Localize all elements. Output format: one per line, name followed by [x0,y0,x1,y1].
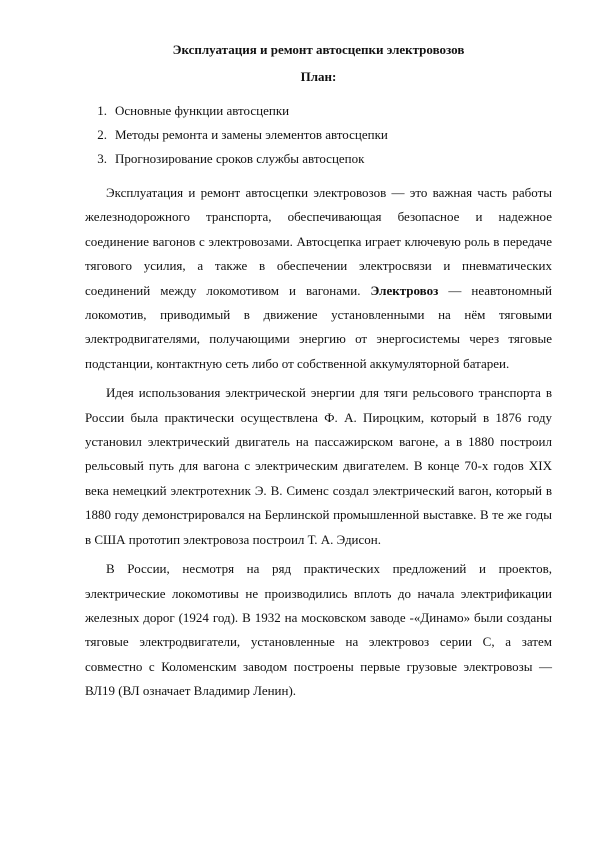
plan-item-text: Прогнозирование сроков службы автосцепок [115,151,365,166]
plan-item-number: 3. [97,151,107,166]
paragraph-history: Идея использования электрической энергии для тяги рельсового транспорта в России была практически осуществлена Ф. А. Пироцким, который в 1876 году установил электрический двигатель на пассажирском вагоне, а в 1880 построил рельсовый путь для вагона с электрическим двигателем. В конце 70-х годов XIX века немецкий электротехник Э. В. Сименс создал электрический вагон, который в 1880 году демонстрировался на Берлинской промышленной выставке. В те же годы в США прототип электровоза построил Т. А. Эдисон. [85,385,552,547]
paragraph-intro-definition: — неавтономный локомотив, приводимый в движение установленными на нём тяговыми электродвигателями, получающими энергию от энергосистемы через тяговые подстанции, контактную сеть либо от собственной аккумуляторной батареи. [85,282,552,371]
document-title: Эксплуатация и ремонт автосцепки электровозов [172,42,465,57]
plan-heading: План: [300,69,337,84]
term-electrovoz: Электровоз [370,282,439,298]
paragraph-intro-text: Эксплуатация и ремонт автосцепки электровозов — это важная часть работы железнодорожного транспорта, обеспечивающая безопасное и надежное соединение вагонов с электровозами. Автосцепка играет ключевую роль в передаче тягового усилия, а также в обеспечении электросвязи и пневматических соединений между локомотивом и вагонами. [85,185,552,298]
paragraph-intro [85,181,552,376]
plan-item-number: 2. [97,127,107,142]
plan-item [85,123,552,147]
plan-item-text: Основные функции автосцепки [115,103,290,118]
plan-item [85,99,552,123]
plan-item-text: Методы ремонта и замены элементов автосцепки [115,127,388,142]
plan-list [85,99,552,171]
paragraph-russia: В России, несмотря на ряд практических предложений и проектов, электрические локомотивы не производились вплоть до начала электрификации железных дорог (1924 год). В 1932 на московском заводе -«Динамо» были созданы тяговые электродвигатели, установленные на электровоз серии С, а затем совместно с Коломенским заводом построены первые грузовые электровозы — ВЛ19 (ВЛ означает Владимир Ленин). [85,561,552,699]
plan-item [85,147,552,171]
plan-item-number: 1. [97,103,107,118]
